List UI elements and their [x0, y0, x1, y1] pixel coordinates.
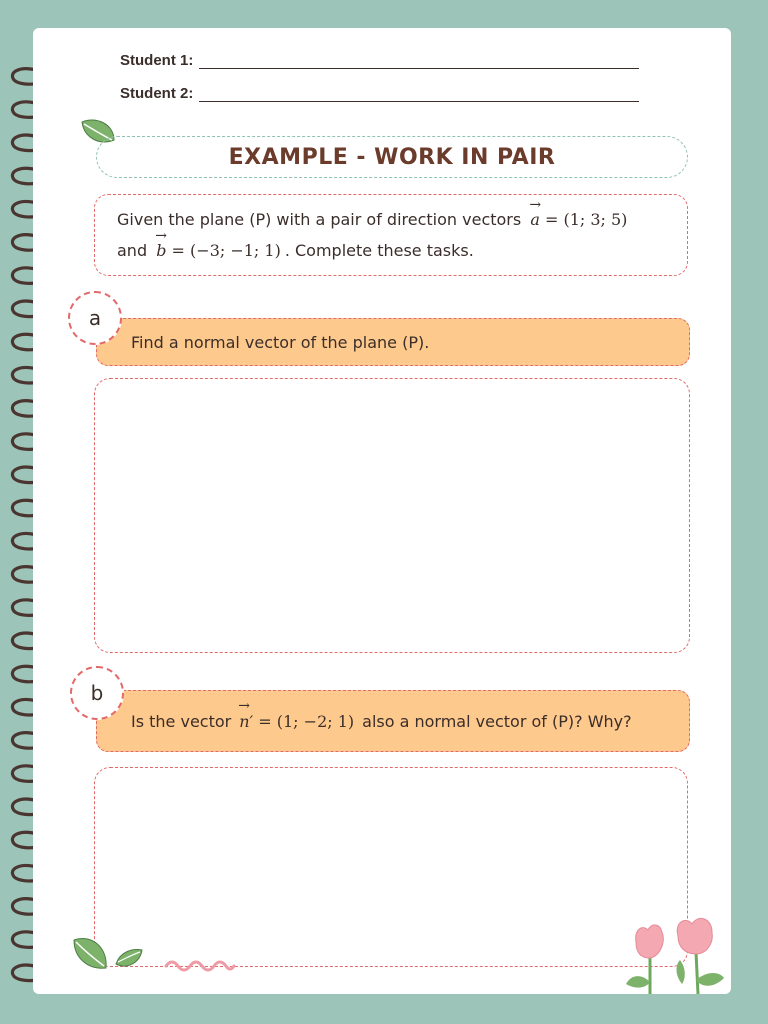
- task-a-badge: [68, 291, 122, 345]
- vector-b-symbol: → b: [156, 235, 166, 266]
- task-b-answer-area[interactable]: [94, 767, 688, 967]
- student-2-input-line[interactable]: [199, 87, 639, 102]
- vector-a-expression: [530, 210, 627, 229]
- vector-n-expression: [239, 712, 354, 731]
- vector-b-value: = (−3; −1; 1): [171, 241, 281, 260]
- intro-text-and: and: [117, 241, 148, 260]
- tulips-icon: [620, 912, 730, 996]
- task-a-prompt: Find a normal vector of the plane (P).: [131, 332, 430, 352]
- leaves-icon: [70, 934, 150, 976]
- task-a-answer-area[interactable]: [94, 378, 690, 653]
- squiggle-icon: [162, 956, 238, 976]
- task-a-badge-label: a: [88, 306, 102, 330]
- task-b-badge: [70, 666, 124, 720]
- student-1-line: [120, 52, 639, 69]
- student-1-input-line[interactable]: [199, 54, 639, 69]
- task-b-prompt-box: [96, 690, 690, 752]
- task-a-prompt-box: [96, 318, 690, 366]
- page-title: EXAMPLE - WORK IN PAIR: [228, 144, 556, 170]
- student-1-label: Student 1:: [120, 52, 194, 69]
- vector-n-value: = (1; −2; 1): [258, 711, 355, 731]
- task-b-badge-label: b: [90, 681, 104, 705]
- task-b-text-2: also a normal vector of (P)? Why?: [362, 711, 632, 731]
- vector-n-symbol: → n′: [239, 712, 253, 731]
- title-banner: [96, 136, 688, 178]
- intro-text-1: Given the plane (P) with a pair of direction vectors: [117, 210, 522, 229]
- student-2-line: [120, 85, 639, 102]
- intro-box: [94, 194, 688, 276]
- student-2-label: Student 2:: [120, 85, 194, 102]
- vector-a-symbol: → a: [530, 204, 540, 235]
- vector-b-expression: [156, 241, 281, 260]
- intro-text-2: . Complete these tasks.: [284, 241, 474, 260]
- vector-a-value: = (1; 3; 5): [544, 210, 628, 229]
- task-b-text-1: Is the vector: [131, 711, 232, 731]
